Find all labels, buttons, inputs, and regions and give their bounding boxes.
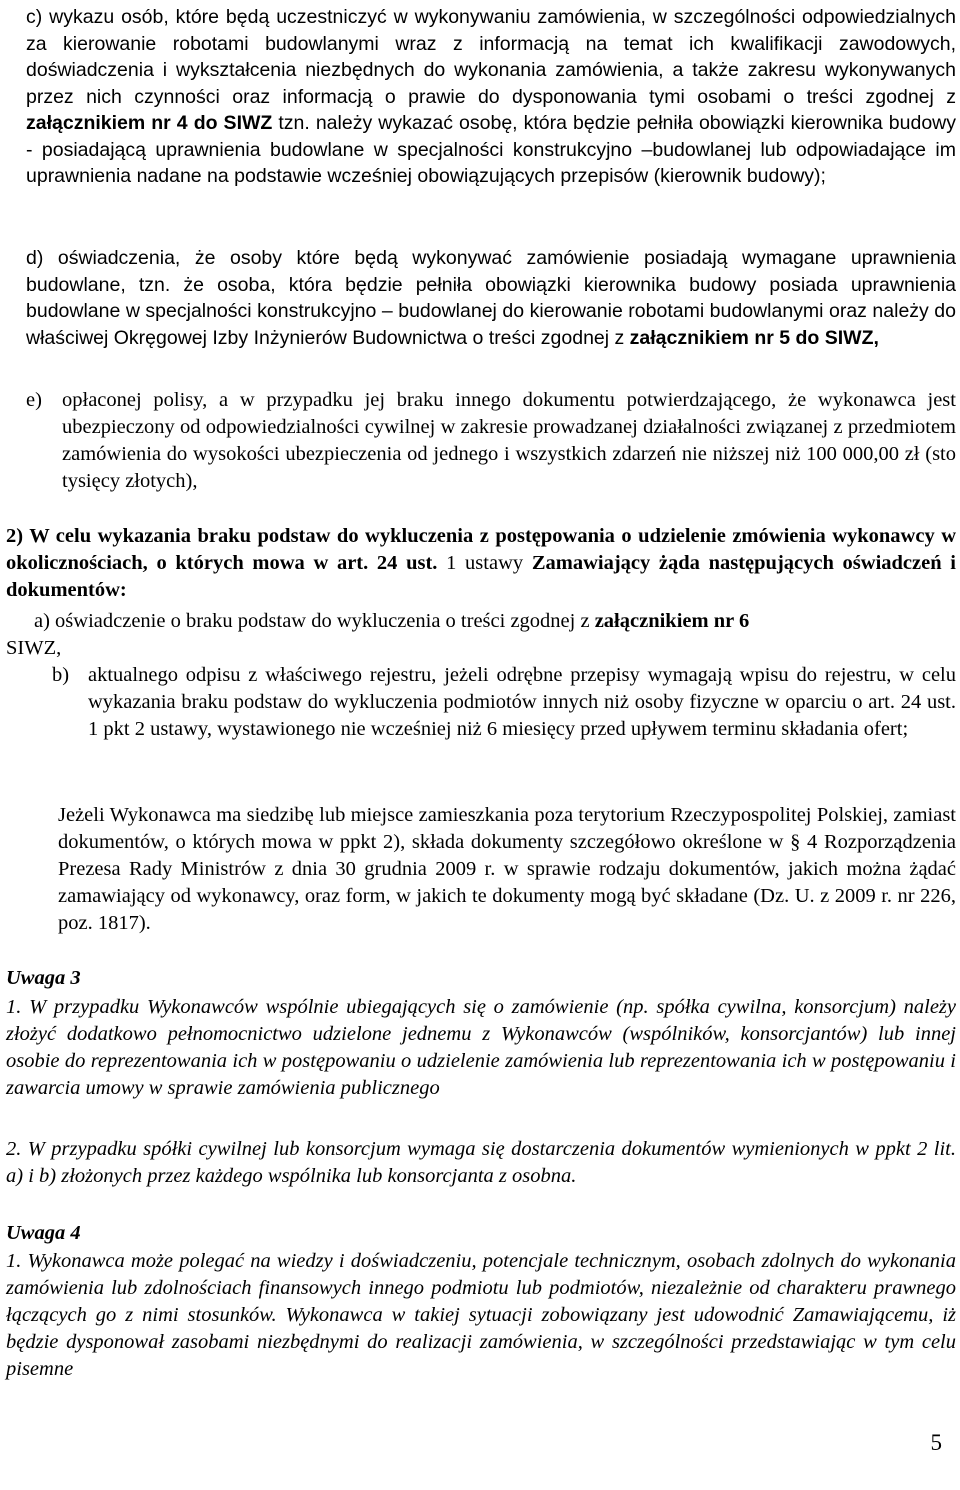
- item-a-bold: załącznikiem nr 6: [594, 610, 750, 632]
- item-a-continuation: SIWZ,: [6, 637, 62, 659]
- item-a-text: a) oświadczenie o braku podstaw do wykluczenia o treści zgodnej z: [34, 610, 595, 632]
- uwaga-4-heading: Uwaga 4: [6, 1222, 81, 1244]
- item-d: [26, 245, 956, 351]
- item-c-text: c) wykazu osób, które będą uczestniczyć w wykonywaniu zamówienia, w szczególności odpowiedzialnych za kierowanie robotami budowlanymi wraz z informacją na temat ich kwalifikacji zawodowych, doświadczenia i wykształcenia niezbędnych do wykonania zamówienia, a także zakresu wykonywanych przez nich czynności oraz informacją o prawie do dysponowania tymi osobami o treści zgodnej z: [26, 6, 956, 108]
- item-a: [6, 608, 956, 635]
- item-e-label: e): [26, 389, 42, 411]
- uwaga-3-heading: Uwaga 3: [6, 967, 81, 989]
- section-2-bold: 2) W celu wykazania braku podstaw do wykluczenia z postępowania o udzielenie zmówienia wykonawcy w okolicznościach, o których mowa w art. 24 ust.: [6, 525, 956, 574]
- uwaga-3-point-1: 1. W przypadku Wykonawców wspólnie ubiegających się o zamówienie (np. spółka cywilna, konsorcjum) należy złożyć dodatkowo pełnomocnictwo udzielone jednemu z Wykonawców (wspólników, konsorcjantów) lub innej osobie do reprezentowania ich w postępowaniu o udzielenie zamówienia lub reprezentowania ich w postępowaniu i zawarcia umowy w sprawie zamówienia publicznego: [6, 996, 956, 1099]
- item-e-text: opłaconej polisy, a w przypadku jej braku innego dokumentu potwierdzającego, że wykonawca jest ubezpieczony od odpowiedzialności cywilnej w zakresie prowadzanej działalności związanej z przedmiotem zamówienia do wysokości ubezpieczenia od jednego i wszystkich zdarzeń nie niższej niż 100 000,00 zł (sto tysięcy złotych),: [62, 389, 956, 492]
- section-2-heading: [6, 523, 956, 604]
- item-b-text: aktualnego odpisu z właściwego rejestru, jeżeli odrębne przepisy wymagają wpisu do rejestru, w celu wykazania braku podstaw do wykluczenia podmiotów innych niż osoby fizyczne w oparciu o art. 24 ust. 1 pkt 2 ustawy, wystawionego nie wcześniej niż 6 miesięcy przed upływem terminu składania ofert;: [88, 664, 956, 740]
- item-c-text-cont: tzn. należy wykazać osobę, która będzie pełniła obowiązki kierownika budowy - posiadającą uprawnienia budowlane w specjalności konstrukcyjno –budowlanej lub odpowiadające im uprawnienia nadane na podstawie wcześniej obowiązujących przepisów (kierownik budowy);: [26, 112, 956, 187]
- item-d-bold: załącznikiem nr 5 do SIWZ,: [629, 326, 879, 349]
- item-d-text: d) oświadczenia, że osoby które będą wykonywać zamówienie posiadają wymagane uprawnienia budowlane, tzn. że osoba, która będzie pełniła obowiązki kierownika budowy posiada uprawnienia budowlane w specjalności konstrukcyjno – budowlanej do kierowanie robotami budowlanymi oraz należy do właściwej Okręgowej Izby Inżynierów Budownictwa o treści zgodnej z: [26, 247, 956, 349]
- item-b-label: b): [52, 664, 70, 686]
- foreign-contractor-paragraph: Jeżeli Wykonawca ma siedzibę lub miejsce zamieszkania poza terytorium Rzeczypospolitej Polskiej, zamiast dokumentów, o których mowa w ppkt 2), składa dokumenty szczegółowo określone w § 4 Rozporządzenia Prezesa Rady Ministrów z dnia 30 grudnia 2009 r. w sprawie rodzaju dokumentów, jakich można żądać zamawiający od wykonawcy, oraz form, w jakich te dokumenty mogą być składane (Dz. U. z 2009 r. nr 226, poz. 1817).: [58, 804, 956, 934]
- section-2-bold-2: Zamawiający żąda następujących oświadczeń i dokumentów:: [6, 552, 957, 601]
- uwaga-3-point-2: 2. W przypadku spółki cywilnej lub konsorcjum wymaga się dostarczenia dokumentów wymienionych w ppkt 2 lit. a) i b) złożonych przez każdego wspólnika lub konsorcjanta z osobna.: [6, 1138, 956, 1187]
- uwaga-4-point-1: 1. Wykonawca może polegać na wiedzy i doświadczeniu, potencjale technicznym, osobach zdolnych do wykonania zamówienia lub zdolnościach finansowych innego podmiotu lub podmiotów, niezależnie od charakteru prawnego łączących go z nimi stosunków. Wykonawca w takiej sytuacji zobowiązany jest udowodnić Zamawiającemu, iż będzie dysponował zasobami niezbędnymi do realizacji zamówienia, w szczególności przedstawiając w tym celu pisemne: [6, 1250, 956, 1380]
- page-number: 5: [930, 1430, 942, 1455]
- item-c-bold: załącznikiem nr 4 do SIWZ: [26, 112, 273, 134]
- section-2-normal: 1 ustawy: [437, 552, 532, 574]
- item-c: [26, 4, 956, 190]
